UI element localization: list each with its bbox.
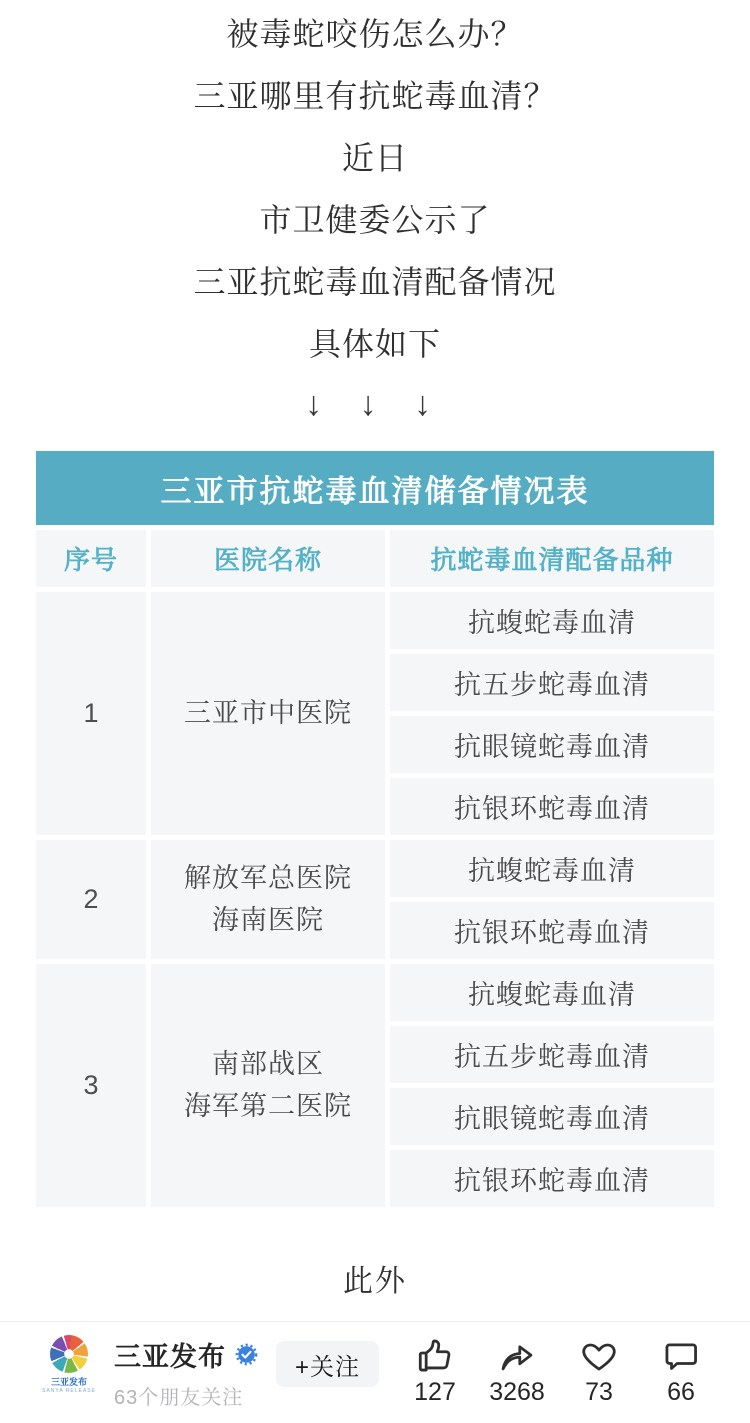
share-count: 3268 bbox=[489, 1378, 545, 1406]
sanya-release-logo-icon bbox=[50, 1335, 88, 1373]
row-number-cell: 3 bbox=[36, 964, 146, 1207]
hospital-name-line: 海南医院 bbox=[212, 904, 324, 935]
intro-line: 具体如下 bbox=[308, 326, 441, 362]
table-header-cell: 医院名称 bbox=[151, 530, 385, 587]
heart-stat[interactable] bbox=[570, 1337, 628, 1407]
heart-icon[interactable] bbox=[579, 1337, 619, 1373]
outro-text: 此外 bbox=[343, 1265, 407, 1298]
account-name-row[interactable] bbox=[114, 1335, 258, 1374]
intro-line: 近日 bbox=[341, 140, 408, 176]
serum-type-cell: 抗眼镜蛇毒血清 bbox=[390, 716, 714, 773]
hospital-name-line: 三亚市中医院 bbox=[184, 697, 352, 728]
share-icon[interactable] bbox=[497, 1337, 537, 1373]
avatar-logo-subtext: SANYA RELEASE bbox=[42, 1388, 96, 1394]
like-count: 127 bbox=[414, 1378, 456, 1406]
intro-line: 三亚哪里有抗蛇毒血清？ bbox=[193, 78, 557, 114]
verified-badge-icon bbox=[235, 1343, 258, 1366]
serum-type-cell: 抗五步蛇毒血清 bbox=[390, 1026, 714, 1083]
serum-type-cell: 抗蝮蛇毒血清 bbox=[390, 592, 714, 649]
account-name: 三亚发布 bbox=[114, 1342, 226, 1372]
hospital-name-line: 解放军总医院 bbox=[184, 862, 352, 893]
account-avatar[interactable] bbox=[42, 1335, 96, 1394]
intro-text-block bbox=[0, 0, 750, 435]
follow-button[interactable]: +关注 bbox=[276, 1341, 379, 1387]
share-stat[interactable] bbox=[488, 1337, 546, 1407]
row-number-cell: 1 bbox=[36, 592, 146, 835]
hospital-name-cell bbox=[151, 592, 385, 835]
intro-line: 三亚抗蛇毒血清配备情况 bbox=[193, 264, 557, 300]
serum-type-cell: 抗五步蛇毒血清 bbox=[390, 654, 714, 711]
serum-type-cell: 抗银环蛇毒血清 bbox=[390, 902, 714, 959]
intro-line: 市卫健委公示了 bbox=[259, 202, 491, 238]
comment-count: 66 bbox=[667, 1378, 695, 1406]
serum-type-cell: 抗蝮蛇毒血清 bbox=[390, 840, 714, 897]
hospital-name-cell bbox=[151, 964, 385, 1207]
account-info bbox=[114, 1335, 258, 1410]
serum-type-cell: 抗眼镜蛇毒血清 bbox=[390, 1088, 714, 1145]
serum-type-cell: 抗蝮蛇毒血清 bbox=[390, 964, 714, 1021]
stats-bar bbox=[406, 1337, 710, 1407]
hospital-name-line: 南部战区 bbox=[212, 1048, 324, 1079]
row-number-cell: 2 bbox=[36, 840, 146, 959]
serum-type-cell: 抗银环蛇毒血清 bbox=[390, 1150, 714, 1207]
down-arrows-icon: ↓ ↓ ↓ bbox=[305, 384, 445, 423]
hospital-name-cell bbox=[151, 840, 385, 959]
comment-stat[interactable] bbox=[652, 1337, 710, 1407]
heart-count: 73 bbox=[585, 1378, 613, 1406]
avatar-logo-text: 三亚发布 bbox=[50, 1377, 87, 1387]
serum-reserve-table bbox=[36, 451, 714, 1207]
table-title: 三亚市抗蛇毒血清储备情况表 bbox=[36, 451, 714, 525]
table-grid bbox=[36, 530, 714, 1207]
followers-note: 63个朋友关注 bbox=[114, 1387, 244, 1409]
serum-type-cell: 抗银环蛇毒血清 bbox=[390, 778, 714, 835]
table-header-cell: 抗蛇毒血清配备品种 bbox=[390, 530, 714, 587]
intro-line: 被毒蛇咬伤怎么办？ bbox=[226, 16, 524, 52]
like-stat[interactable] bbox=[406, 1337, 464, 1407]
footer-bar bbox=[0, 1321, 750, 1419]
hospital-name-line: 海军第二医院 bbox=[184, 1090, 352, 1121]
comment-icon[interactable] bbox=[661, 1337, 701, 1373]
thumbs-up-icon[interactable] bbox=[415, 1337, 455, 1373]
table-header-cell: 序号 bbox=[36, 530, 146, 587]
